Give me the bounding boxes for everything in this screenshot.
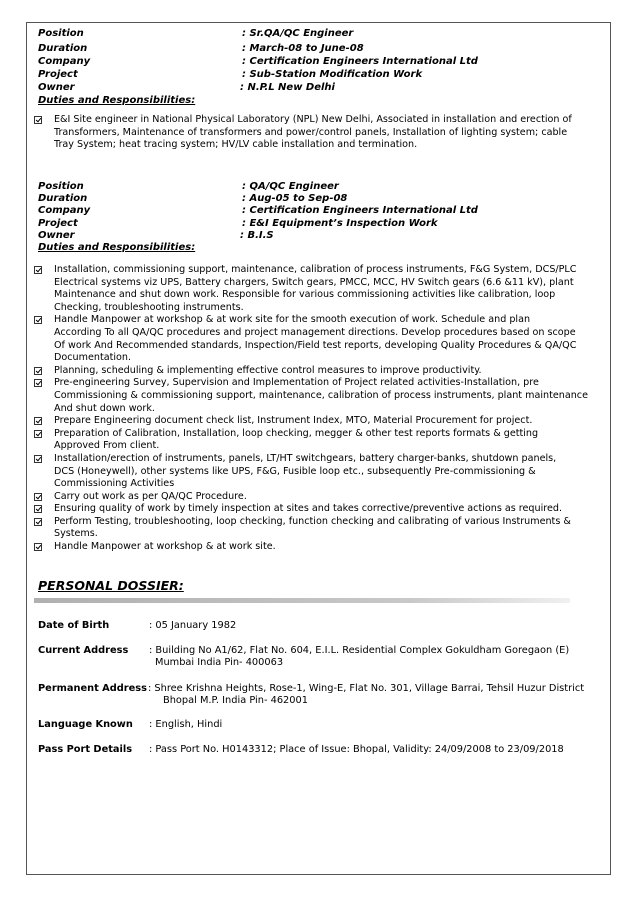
duty-text-line: Checking, troubleshooting instruments. [54,301,244,313]
job2-company-value: : Certification Engineers International Ltd [242,205,478,216]
duty-text-line: Electrical systems viz UPS, Battery chargers, Switch gears, PMCC, MCC, HV Switch gears (6.6 &11 kV), plant [54,276,574,288]
checkbox-icon [34,367,42,375]
duty-text-line: Approved From client. [54,440,160,452]
duty-text-line: Documentation. [54,352,132,364]
passport-label: Pass Port Details [38,744,133,755]
checkbox-icon [34,518,42,526]
duty-text-line: Maintenance and shut down work. Responsible for various commissioning activities like calibration, loop [54,289,556,301]
dob-label: Date of Birth [38,620,110,631]
job2-project-label: Project [38,218,78,229]
job2-position-label: Position [38,181,84,192]
job1-project-label: Project [38,69,78,80]
checkbox-icon [34,116,42,124]
duty-text-line: Of work And Recommended standards, Inspection/Field test reports, developing Quality Procedures & QA/QC [54,339,577,351]
duty-text-line: Prepare Engineering document check list, Instrument Index, MTO, Material Procurement for project. [54,415,533,427]
duty-text-line: Installation/erection of instruments, panels, LT/HT switchgears, battery charger-banks, shutdown panels, [54,452,557,464]
checkbox-icon [34,316,42,324]
job2-company-label: Company [38,205,91,216]
checkbox-icon [34,505,42,513]
duty-text-line: Pre-engineering Survey, Supervision and Implementation of Project related activities-Installation, pre [54,377,539,389]
duty-item [34,314,594,364]
job1-details [0,28,638,108]
dob-value: : 05 January 1982 [149,620,237,631]
job1-company-value: : Certification Engineers International Ltd [242,56,478,67]
current-address-line1: : Building No A1/62, Flat No. 604, E.I.L. Residential Complex Gokuldham Goregaon (E) [149,645,570,656]
job1-position-label: Position [38,28,84,39]
duty-item [34,114,594,152]
duty-item [34,453,594,491]
passport-row [38,744,598,758]
duty-text-line: Ensuring quality of work by timely inspection at sites and takes corrective/preventive actions as required. [54,503,563,515]
duty-text-line: Preparation of Calibration, Installation, loop checking, megger & other test reports formats & getting [54,427,539,439]
duty-text-line: Planning, scheduling & implementing effective control measures to improve productivity. [54,364,482,376]
duty-text-line: Installation, commissioning support, maintenance, calibration of process instruments, F&G System, DCS/PLC [54,264,577,275]
checkbox-icon [34,430,42,438]
job2-duration-value: : Aug-05 to Sep-08 [242,193,348,204]
job1-duties-heading: Duties and Responsibilities: [38,95,196,106]
duty-item [34,415,594,428]
current-address-row [38,645,598,673]
dob-row [38,620,598,634]
language-label: Language Known [38,719,133,730]
job2-details [0,181,638,261]
duty-item [34,428,594,453]
job2-duties-heading: Duties and Responsibilities: [38,242,196,253]
duty-text-line: Tray System; heat tracing system; HV/LV cable installation and termination. [54,139,418,151]
duty-text-line: Handle Manpower at workshop & at work site for the smooth execution of work. Schedule and plan [54,314,531,326]
duty-item [34,516,594,541]
duty-item [34,491,594,504]
permanent-address-line1: : Shree Krishna Heights, Rose-1, Wing-E, Flat No. 301, Village Barrai, Tehsil Huzur District [148,683,585,694]
duty-text-line: Commissioning Activities [54,478,175,490]
job1-duration-label: Duration [38,43,88,54]
checkbox-icon [34,266,42,274]
duty-item [34,365,594,378]
duty-text-line: Transformers, Maintenance of transformers and power/control panels, Installation of lighting system; cable [54,126,568,138]
job1-duties-list [34,114,594,152]
duty-item [34,377,594,415]
job2-duration-label: Duration [38,193,88,204]
passport-value: : Pass Port No. H0143312; Place of Issue: Bhopal, Validity: 24/09/2008 to 23/09/2018 [149,744,564,755]
job1-owner-value: : N.P.L New Delhi [240,82,335,93]
permanent-address-label: Permanent Address [38,683,147,694]
job2-position-value: : QA/QC Engineer [242,181,339,192]
permanent-address-row [38,683,598,711]
job1-duration-value: : March-08 to June-08 [242,43,364,54]
duty-item [34,541,594,554]
duty-text-line: E&I Site engineer in National Physical Laboratory (NPL) New Delhi, Associated in installation and erection of [54,114,572,125]
checkbox-icon [34,543,42,551]
duty-item [34,503,594,516]
duty-item [34,264,594,314]
duty-text-line: According To all QA/QC procedures and project management directions. Develop procedures based on scope [54,326,576,338]
job1-position-value: : Sr.QA/QC Engineer [242,28,354,39]
job2-project-value: : E&I Equipment’s Inspection Work [242,218,438,229]
duty-text-line: Perform Testing, troubleshooting, loop checking, function checking and calibrating of various Instruments & [54,515,571,527]
current-address-label: Current Address [38,645,129,656]
duty-text-line: Systems. [54,528,98,540]
checkbox-icon [34,417,42,425]
duty-text-line: Carry out work as per QA/QC Procedure. [54,490,247,502]
language-value: : English, Hindi [149,719,223,730]
duty-text-line: And shut down work. [54,402,155,414]
job1-company-label: Company [38,56,91,67]
duty-text-line: Handle Manpower at workshop & at work site. [54,541,276,553]
job2-duties-list [34,264,594,554]
duty-text-line: DCS (Honeywell), other systems like UPS, F&G, Fusible loop etc., subsequently Pre-commissioning & [54,465,536,477]
duty-text-line: Commissioning & commissioning support, maintenance, calibration of process instruments, plant maintenance [54,389,588,401]
language-row [38,719,598,733]
checkbox-icon [34,493,42,501]
job1-project-value: : Sub-Station Modification Work [242,69,423,80]
checkbox-icon [34,455,42,463]
dossier-title: PERSONAL DOSSIER: [38,578,184,593]
permanent-address-line2: Bhopal M.P. India Pin- 462001 [163,695,308,706]
job2-owner-label: Owner [38,230,75,241]
checkbox-icon [34,379,42,387]
current-address-line2: Mumbai India Pin- 400063 [155,657,284,668]
dossier-divider [34,598,570,603]
job2-owner-value: : B.I.S [240,230,274,241]
job1-owner-label: Owner [38,82,75,93]
